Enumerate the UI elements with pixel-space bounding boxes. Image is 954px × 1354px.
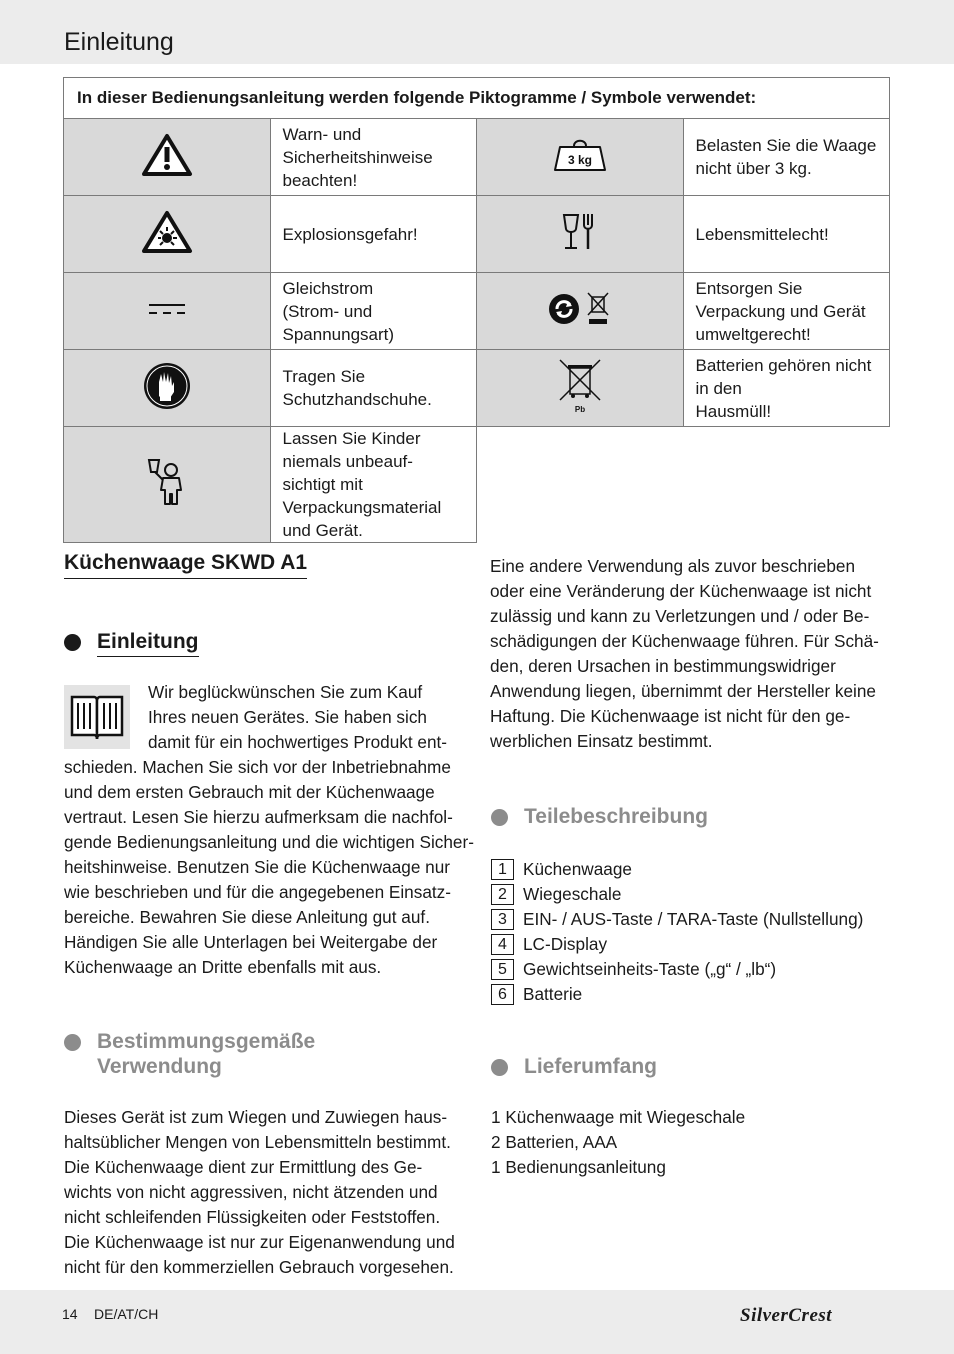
- symbol-description: [683, 350, 890, 427]
- page-locale: DE/AT/CH: [94, 1306, 159, 1322]
- text-line: bereiche. Bewahren Sie diese Anleitung gut auf.: [64, 907, 430, 927]
- part-label: Gewichtseinheits-Taste („g“ / „lb“): [523, 959, 777, 979]
- section-title: Einleitung: [97, 629, 199, 657]
- text-line: nicht schleifenden Flüssigkeiten oder Feststoffen.: [64, 1207, 441, 1227]
- section-title: [97, 1029, 315, 1079]
- part-label: Batterie: [523, 984, 583, 1004]
- list-item: [491, 957, 863, 982]
- part-label: LC-Display: [523, 934, 608, 954]
- symbol-cell: [64, 427, 271, 543]
- weight-label: 3 kg: [567, 152, 592, 167]
- part-number: 1: [491, 859, 514, 880]
- intended-use-text: [64, 1105, 455, 1280]
- text-line: Tragen Sie Schutzhandschuhe.: [282, 367, 432, 409]
- text-line: Dieses Gerät ist zum Wiegen und Zuwiegen haus-: [64, 1107, 448, 1127]
- section-heading-parts: [491, 804, 708, 829]
- text-line: Entsorgen Sie Verpackung und Gerät: [695, 278, 866, 321]
- text-line: Warn- und Sicherheitshinweise: [282, 124, 433, 167]
- brand-logo: SilverCrest: [740, 1305, 833, 1326]
- symbol-description: [683, 196, 890, 273]
- text-line: Batterien gehören nicht in den: [695, 355, 872, 398]
- text-line: umweltgerecht!: [695, 324, 811, 344]
- section-title: Lieferumfang: [524, 1055, 658, 1078]
- symbol-cell: [64, 350, 271, 427]
- part-label: Wiegeschale: [523, 884, 622, 904]
- part-number: 5: [491, 959, 514, 980]
- text-line: Gleichstrom: [282, 278, 374, 298]
- part-number: 6: [491, 984, 514, 1005]
- text-line: heitshinweise. Benutzen Sie die Küchenwaage nur: [64, 857, 451, 877]
- text-line: beachten!: [282, 170, 358, 190]
- text-line: schädigungen der Küchenwaage führen. Für Schä-: [490, 631, 879, 651]
- list-item: 1 Bedienungsanleitung: [491, 1157, 666, 1177]
- book-icon-box: [64, 685, 130, 749]
- bullet-dot: [491, 1059, 508, 1076]
- symbol-cell: [64, 196, 271, 273]
- part-number: 3: [491, 909, 514, 930]
- symbol-cell: [64, 273, 271, 350]
- text-line: Explosionsgefahr!: [282, 224, 418, 244]
- book-icon: [64, 685, 130, 749]
- symbol-cell: [477, 119, 684, 196]
- battery-disposal-icon: [554, 356, 606, 416]
- text-line: Eine andere Verwendung als zuvor beschrieben: [490, 556, 855, 576]
- list-item: [491, 907, 863, 932]
- text-line: gende Bedienungsanleitung und die wichtigen Sicher-: [64, 832, 474, 852]
- text-line: den, deren Ursachen in bestimmungswidriger: [490, 656, 836, 676]
- text-line: wichts von nicht aggressiven, nicht ätzenden und: [64, 1182, 438, 1202]
- symbol-description: [270, 196, 477, 273]
- list-item: [491, 882, 863, 907]
- text-line: wie beschrieben und für die angegebenen Einsatz-: [64, 882, 451, 902]
- text-line: Ihres neuen Gerätes. Sie haben sich: [148, 707, 427, 727]
- text-line: Die Küchenwaage ist nur zur Eigenanwendung und: [64, 1232, 455, 1252]
- weight-3kg-icon: [552, 137, 608, 173]
- text-line: Hausmüll!: [695, 401, 772, 421]
- empty-cell: [477, 427, 890, 543]
- text-line: und Gerät.: [282, 521, 363, 540]
- symbol-description: [270, 119, 477, 196]
- symbol-description: [683, 273, 890, 350]
- text-line: sichtigt mit Verpackungsmaterial: [282, 475, 442, 517]
- bullet-dot: [491, 809, 508, 826]
- lead-label: Pb: [574, 404, 585, 414]
- food-safe-icon: [560, 211, 600, 253]
- symbol-cell: [477, 273, 684, 350]
- product-title: Küchenwaage SKWD A1: [64, 551, 307, 579]
- intro-text: [64, 755, 474, 980]
- text-line: Haftung. Die Küchenwaage ist nicht für den ge-: [490, 706, 851, 726]
- symbol-description: [270, 427, 477, 543]
- text-line: Lassen Sie Kinder niemals unbeauf-: [282, 429, 421, 471]
- text-line: (Strom- und Spannungsart): [282, 301, 395, 344]
- symbol-cell: [477, 350, 684, 427]
- warning-triangle-icon: [141, 133, 193, 177]
- text-line: Küchenwaage an Dritte ebenfalls mit aus.: [64, 957, 382, 977]
- section-heading-delivery: [491, 1054, 657, 1079]
- list-item: 2 Batterien, AAA: [491, 1132, 618, 1152]
- list-item: [491, 932, 863, 957]
- symbol-description: [270, 273, 477, 350]
- text-line: schieden. Machen Sie sich vor der Inbetriebnahme: [64, 757, 451, 777]
- page-title: Einleitung: [64, 28, 174, 56]
- section-title: Teilebeschreibung: [524, 805, 708, 828]
- list-item: [491, 982, 863, 1007]
- text-line: Anwendung liegen, übernimmt der Hersteller keine: [490, 681, 876, 701]
- symbol-cell: [477, 196, 684, 273]
- symbols-table-heading: In dieser Bedienungsanleitung werden folgende Piktogramme / Symbole verwendet:: [64, 78, 890, 119]
- section-heading-intended-use: [64, 1029, 315, 1079]
- intro-text-wrapped: [148, 680, 447, 755]
- part-label: EIN- / AUS-Taste / TARA-Taste (Nullstellung): [523, 909, 864, 929]
- section-title-line: Verwendung: [97, 1055, 222, 1078]
- text-line: werblichen Einsatz bestimmt.: [490, 731, 713, 751]
- intended-use-continued-text: [490, 554, 879, 754]
- symbol-description: [270, 350, 477, 427]
- text-line: damit für ein hochwertiges Produkt ent-: [148, 732, 448, 752]
- text-line: oder eine Veränderung der Küchenwaage ist nicht: [490, 581, 872, 601]
- text-line: Händigen Sie alle Unterlagen bei Weitergabe der: [64, 932, 438, 952]
- bullet-dot: [64, 1034, 81, 1051]
- text-line: haltsüblicher Mengen von Lebensmitteln bestimmt.: [64, 1132, 451, 1152]
- page-number: 14: [62, 1306, 78, 1322]
- text-line: zulässig und kann zu Verletzungen und / oder Be-: [490, 606, 870, 626]
- symbol-cell: [64, 119, 271, 196]
- part-label: Küchenwaage: [523, 859, 632, 879]
- text-line: Die Küchenwaage dient zur Ermittlung des Ge-: [64, 1157, 423, 1177]
- recycling-icon: [548, 289, 612, 329]
- text-line: Belasten Sie die Waage nicht über 3 kg.: [695, 136, 877, 178]
- list-item: [491, 857, 863, 882]
- parts-list: [491, 857, 863, 1007]
- direct-current-icon: [147, 302, 187, 316]
- explosion-hazard-icon: [141, 210, 193, 254]
- text-line: vertraut. Lesen Sie hierzu aufmerksam die nachfol-: [64, 807, 453, 827]
- child-hazard-icon: [145, 456, 189, 508]
- symbol-description: [683, 119, 890, 196]
- protective-gloves-icon: [143, 362, 191, 410]
- delivery-list: [491, 1105, 745, 1180]
- section-title-line: Bestimmungsgemäße: [97, 1030, 316, 1053]
- part-number: 2: [491, 884, 514, 905]
- symbols-table: [63, 77, 890, 543]
- bullet-dot: [64, 634, 81, 651]
- text-line: Wir beglückwünschen Sie zum Kauf: [148, 682, 423, 702]
- text-line: nicht für den kommerziellen Gebrauch vorgesehen.: [64, 1257, 454, 1277]
- text-line: Lebensmittelecht!: [695, 224, 829, 244]
- section-heading-intro: [64, 629, 199, 657]
- part-number: 4: [491, 934, 514, 955]
- text-line: und dem ersten Gebrauch mit der Küchenwaage: [64, 782, 435, 802]
- list-item: 1 Küchenwaage mit Wiegeschale: [491, 1107, 746, 1127]
